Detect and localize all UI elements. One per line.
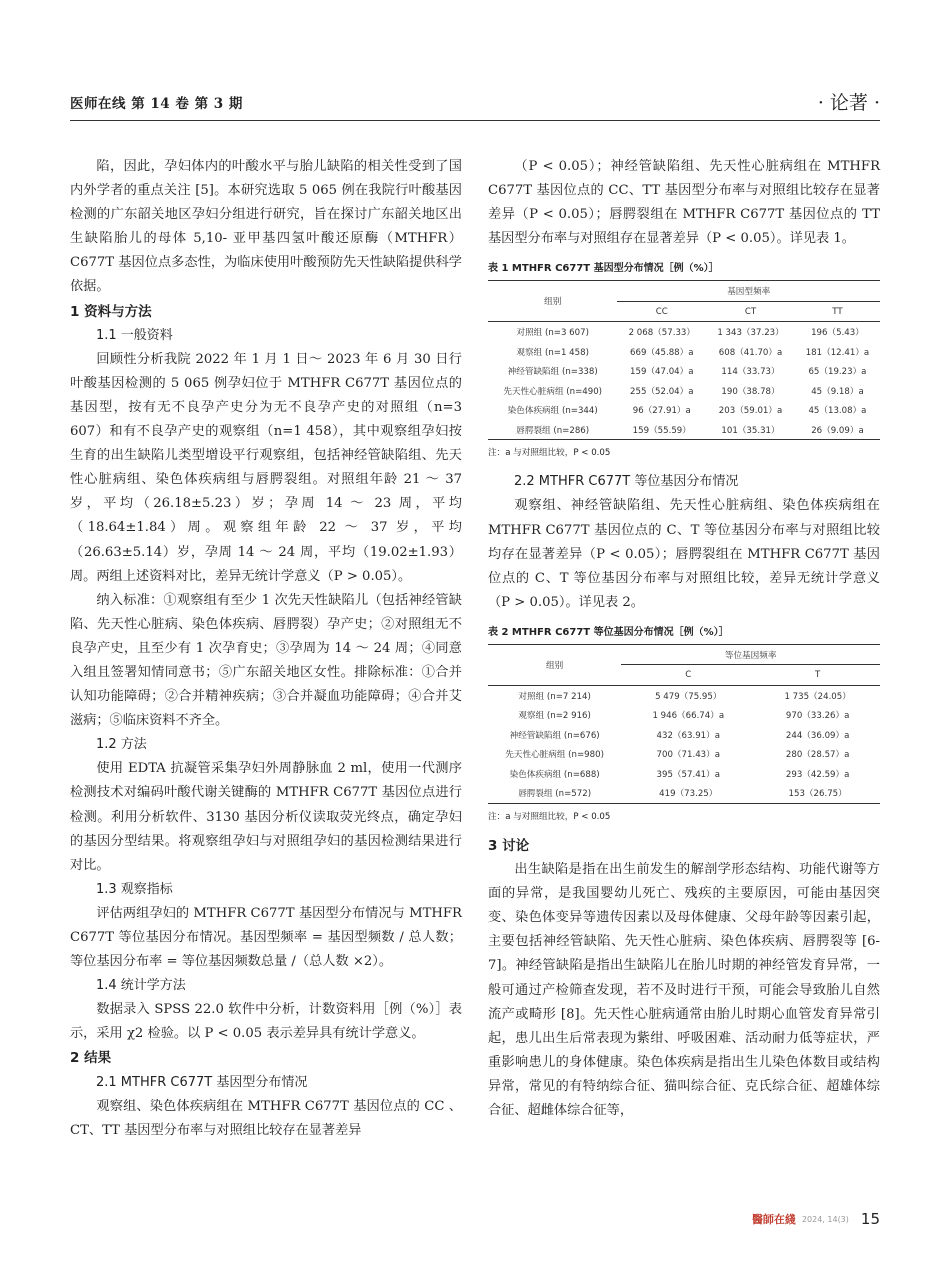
table2 [488, 644, 880, 804]
table-cell: 101（35.31） [706, 420, 795, 440]
section-heading-discussion: 3 讨论 [488, 837, 530, 854]
table1-span-header: 基因型频率 [617, 281, 880, 302]
table-cell: 45（9.18）a [811, 386, 864, 397]
table-cell: 203（59.01）a [718, 406, 783, 417]
table2-col-header: T [755, 665, 880, 686]
paragraph-genotype-start: 观察组、染色体疾病组在 MTHFR C677T 基因位点的 CC 、CT、TT 基因型分布率与对照组比较存在显著差异 [70, 1098, 462, 1138]
table-row [488, 381, 880, 401]
table-cell: 先天性心脏病组 (n=980) [505, 750, 604, 761]
table-row [488, 725, 880, 745]
table-cell: 唇腭裂组 (n=572) [488, 783, 621, 803]
subsection-heading-general: 1.1 一般资料 [96, 327, 173, 343]
table-cell: 唇腭裂组 (n=286) [488, 420, 617, 440]
paragraph-allele: 观察组、神经管缺陷组、先天性心脏病组、染色体疾病组在 MTHFR C677T 基因位点的 C、T 等位基因分布率与对照组比较均存在显著差异（P < 0.05）；唇腭裂组在 MTHFR C677T 基因位点的 C、T 等位基因分布率与对照组比较，差异无统计学意义（P > 0.05）。详见表 2。 [488, 498, 880, 610]
table-cell: 419（73.25） [621, 783, 755, 803]
subsection-heading-indicators: 1.3 观察指标 [96, 881, 173, 897]
journal-issue: 2024, 14(3) [801, 1214, 849, 1224]
table-row [488, 783, 880, 803]
table-cell: 5 479（75.95） [655, 691, 722, 702]
section-heading-methods: 1 资料与方法 [70, 303, 152, 320]
table-cell: 114（33.73） [721, 367, 780, 378]
table-cell: 1 735（24.05） [784, 691, 851, 702]
table-cell: 181（12.41）a [805, 347, 870, 358]
table-row [488, 361, 880, 381]
table-cell: 神经管缺陷组 (n=338) [507, 367, 598, 378]
table-cell: 1 343（37.23） [717, 328, 784, 339]
table-cell: 对照组 (n=7 214) [518, 691, 591, 702]
subsection-heading-genotype: 2.1 MTHFR C677T 基因型分布情况 [96, 1074, 308, 1090]
page-footer [752, 1210, 880, 1228]
paragraph-statistics: 数据录入 SPSS 22.0 软件中分析，计数资料用［例（%）］表示，采用 χ2 检验。以 P < 0.05 表示差异具有统计学意义。 [70, 1002, 462, 1042]
table1-note: 注：a 与对照组比较，P < 0.05 [488, 448, 611, 459]
header-divider [70, 120, 880, 121]
table-cell: 153（26.75） [755, 783, 880, 803]
table-row [488, 764, 880, 784]
table-row [488, 705, 880, 725]
table-cell: 先天性心脏病组 (n=490) [503, 386, 603, 397]
table-cell: 96（27.91）a [632, 406, 691, 417]
table-row [488, 322, 880, 342]
table-cell: 染色体疾病组 (n=344) [507, 406, 598, 417]
table1-col-header: CC [617, 301, 706, 322]
table-cell: 395（57.41）a [656, 769, 720, 780]
table-cell: 196（5.43） [811, 328, 864, 339]
paragraph-general-info: 回顾性分析我院 2022 年 1 月 1 日～ 2023 年 6 月 30 日行叶酸基因检测的 5 065 例孕妇位于 MTHFR C677T 基因位点的基因型，按有无不良孕产史分为无不良孕产史的对照组（n=3 607）和有不良孕产史的观察组（n=1 458），其中观察组孕妇按生育的出生缺陷儿类型增设平行观察组，包括神经管缺陷组、先天性心脏病组、染色体疾病组与唇腭裂组。对照组年龄 21 ～ 37 岁，平均（26.18±5.23）岁；孕周 14 ～ 23 周，平均（18.64±1.84）周。观察组年龄 22 ～ 37 岁，平均（26.63±5.14）岁，孕周 14 ～ 24 周，平均（19.02±1.93）周。两组上述资料对比，差异无统计学意义（P > 0.05）。 [70, 351, 462, 584]
journal-logo: 醫師在綫 [751, 1213, 796, 1226]
table-cell: 970（33.26）a [785, 711, 850, 722]
table-row [488, 744, 880, 764]
left-column [70, 155, 462, 1143]
table-cell: 700（71.43）a [656, 750, 720, 761]
paragraph-indicators: 评估两组孕妇的 MTHFR C677T 基因型分布情况与 MTHFR C677T 等位基因分布情况。基因型频率 = 基因型频数 / 总人数；等位基因分布率 = 等位基因频数总量 /（总人数 ×2）。 [70, 905, 462, 970]
table-cell: 1 946（66.74）a [652, 711, 725, 722]
table-cell: 244（36.09）a [785, 730, 850, 741]
table-cell: 280（28.57）a [785, 750, 850, 761]
table-row [488, 400, 880, 420]
table1-group-header: 组别 [488, 281, 617, 322]
table2-group-header: 组别 [488, 644, 621, 685]
paragraph-discussion: 出生缺陷是指在出生前发生的解剖学形态结构、功能代谢等方面的异常，是我国婴幼儿死亡、残疾的主要原因，可能由基因突变、染色体变异等遗传因素以及母体健康、父母年龄等因素引起，主要包括神经管缺陷、先天性心脏病、染色体疾病、唇腭裂等 [6-7]。神经管缺陷是指出生缺陷儿在胎儿时期的神经管发育异常，一般可通过产检筛查发现，若不及时进行干预，可能会导致胎儿自然流产或畸形 [8]。先天性心脏病通常由胎儿时期心血管发育异常引起，患儿出生后常表现为紫绀、呼吸困难、活动耐力低等症状，严重影响患儿的身体健康。染色体疾病是指出生儿染色体数目或结构异常，常见的有特纳综合征、猫叫综合征、克氏综合征、超雄体综合征、超雌体综合征等， [488, 862, 880, 1118]
table-cell: 对照组 (n=3 607) [516, 328, 589, 339]
table2-note: 注：a 与对照组比较，P < 0.05 [488, 811, 611, 822]
subsection-heading-allele: 2.2 MTHFR C677T 等位基因分布情况 [514, 474, 739, 490]
table-cell: 190（38.78） [721, 386, 780, 397]
subsection-heading-method: 1.2 方法 [96, 737, 147, 753]
paragraph-method: 使用 EDTA 抗凝管采集孕妇外周静脉血 2 ml，使用一代测序检测技术对编码叶酸代谢关键酶的 MTHFR C677T 基因位点进行检测。利用分析软件、3130 基因分析仪读取荧光终点，确定孕妇的基因分型结果。将观察组孕妇与对照组孕妇的基因检测结果进行对比。 [70, 761, 462, 873]
table2-col-header: C [621, 665, 755, 686]
paragraph-genotype-cont: （P < 0.05）；神经管缺陷组、先天性心脏病组在 MTHFR C677T 基因位点的 CC、TT 基因型分布率与对照组比较存在显著差异（P < 0.05）；唇腭裂组在 MTHFR C677T 基因位点的 TT 基因型分布率与对照组存在显著差异（P < 0.05）。详见表 1。 [488, 159, 880, 247]
table1 [488, 280, 880, 440]
table-cell: 2 068（57.33） [628, 328, 695, 339]
table-cell: 432（63.91）a [656, 730, 720, 741]
table-cell: 45（13.08）a [808, 406, 867, 417]
table1-caption: 表 1 MTHFR C677T 基因型分布情况［例（%）］ [488, 263, 719, 275]
journal-header: 医师在线 第 14 卷 第 3 期 [70, 96, 243, 112]
table-cell: 观察组 (n=1 458) [516, 347, 589, 358]
table-cell: 观察组 (n=2 916) [518, 711, 591, 722]
section-label: · 论著 · [817, 92, 880, 114]
table-cell: 669（45.88）a [630, 347, 694, 358]
table-cell: 159（55.59） [617, 420, 706, 440]
section-heading-results: 2 结果 [70, 1050, 112, 1067]
table-row [488, 420, 880, 440]
table-cell: 染色体疾病组 (n=688) [509, 769, 600, 780]
page-number: 15 [860, 1210, 880, 1228]
table-row [488, 685, 880, 705]
paragraph-intro-end: 陷，因此，孕妇体内的叶酸水平与胎儿缺陷的相关性受到了国内外学者的重点关注 [5]。本研究选取 5 065 例在我院行叶酸基因检测的广东韶关地区孕妇分组进行研究，旨在探讨广东韶关地区出生缺陷胎儿的母体 5,10- 亚甲基四氢叶酸还原酶（MTHFR）C677T 基因位点多态性，为临床使用叶酸预防先天性缺陷提供科学依据。 [70, 159, 462, 295]
table2-caption: 表 2 MTHFR C677T 等位基因分布情况［例（%）］ [488, 626, 729, 638]
paragraph-criteria: 纳入标准：①观察组有至少 1 次先天性缺陷儿（包括神经管缺陷、先天性心脏病、染色体疾病、唇腭裂）孕产史；②对照组无不良孕产史，且至少有 1 次孕育史；③孕周为 14 ～ 24 周；④同意入组且签署知情同意书；⑤广东韶关地区女性。排除标准：①合并认知功能障碍；②合并精神疾病；③合并凝血功能障碍；④合并艾滋病；⑤临床资料不齐全。 [70, 592, 462, 729]
table-cell: 神经管缺陷组 (n=676) [509, 730, 600, 741]
table-row [488, 342, 880, 362]
table-cell: 293（42.59）a [785, 769, 850, 780]
table1-col-header: TT [795, 301, 880, 322]
table1-col-header: CT [706, 301, 795, 322]
table-cell: 26（9.09）a [795, 420, 880, 440]
table-cell: 608（41.70）a [718, 347, 783, 358]
table-cell: 159（47.04）a [630, 367, 694, 378]
table-cell: 255（52.04）a [630, 386, 694, 397]
subsection-heading-statistics: 1.4 统计学方法 [96, 978, 186, 994]
table2-span-header: 等位基因频率 [621, 644, 880, 665]
right-column [488, 155, 880, 1123]
table-cell: 65（19.23）a [808, 367, 867, 378]
